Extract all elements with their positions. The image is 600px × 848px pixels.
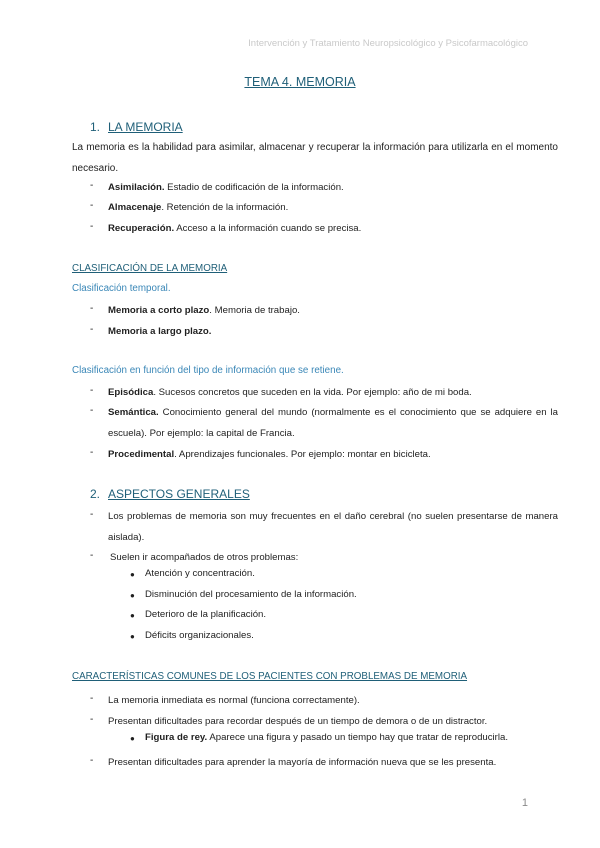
subsection-caption: Clasificación en función del tipo de información que se retiene. <box>72 365 344 376</box>
dash-bullet: - <box>90 447 94 458</box>
subsection-caption: Clasificación temporal. <box>72 283 171 294</box>
list-item: Presentan dificultades para aprender la mayoría de información nueva que se les presenta. <box>108 757 497 768</box>
bullet-dot: ● <box>130 611 135 620</box>
list-item: Almacenaje. Retención de la información. <box>108 202 289 213</box>
dash-bullet: - <box>90 180 94 191</box>
dash-bullet: - <box>90 693 94 704</box>
sub-list-item: Figura de rey. Aparece una figura y pasado un tiempo hay que tratar de reproducirla. <box>145 732 508 743</box>
bullet-dot: ● <box>130 570 135 579</box>
sub-list-item: Deterioro de la planificación. <box>145 609 267 620</box>
paragraph: La memoria es la habilidad para asimilar, almacenar y recuperar la información para utilizarla en el momento necesario. <box>72 142 558 174</box>
sub-list-item: Déficits organizacionales. <box>145 630 254 641</box>
page-number: 1 <box>521 797 528 809</box>
list-item: La memoria inmediata es normal (funciona correctamente). <box>108 695 360 706</box>
list-item: Los problemas de memoria son muy frecuentes en el daño cerebral (no suelen presentarse de manera aislada). <box>108 511 558 543</box>
dash-bullet: - <box>90 303 94 314</box>
dash-bullet: - <box>90 385 94 396</box>
list-item: Episódica. Sucesos concretos que suceden en la vida. Por ejemplo: año de mi boda. <box>108 387 472 398</box>
list-item: Recuperación. Acceso a la información cuando se precisa. <box>108 223 362 234</box>
list-item: Suelen ir acompañados de otros problemas: <box>110 552 299 563</box>
list-item: Memoria a corto plazo. Memoria de trabajo. <box>108 305 300 316</box>
dash-bullet: - <box>90 405 94 416</box>
list-item: Semántica. Conocimiento general del mundo (normalmente es el conocimiento que se adquiere en la escuela). Por ejemplo: la capital de Francia. <box>108 407 558 439</box>
document-title: TEMA 4. MEMORIA <box>244 75 356 89</box>
sub-list-item: Atención y concentración. <box>145 568 255 579</box>
section-heading: 1. LA MEMORIA <box>90 120 183 134</box>
list-item: Asimilación. Estadio de codificación de la información. <box>108 182 344 193</box>
dash-bullet: - <box>90 550 94 561</box>
subsection-heading: CARACTERÍSTICAS COMUNES DE LOS PACIENTES CON PROBLEMAS DE MEMORIA <box>72 671 468 682</box>
list-item: Presentan dificultades para recordar después de un tiempo de demora o de un distractor. <box>108 716 488 727</box>
dash-bullet: - <box>90 509 94 520</box>
dash-bullet: - <box>90 755 94 766</box>
dash-bullet: - <box>90 714 94 725</box>
list-item: Procedimental. Aprendizajes funcionales. Por ejemplo: montar en bicicleta. <box>108 449 431 460</box>
subsection-heading: CLASIFICACIÓN DE LA MEMORIA <box>72 263 228 274</box>
dash-bullet: - <box>90 324 94 335</box>
bullet-dot: ● <box>130 591 135 600</box>
dash-bullet: - <box>90 200 94 211</box>
running-header: Intervención y Tratamiento Neuropsicológico y Psicofarmacológico <box>248 38 528 49</box>
dash-bullet: - <box>90 221 94 232</box>
sub-list-item: Disminución del procesamiento de la información. <box>145 589 357 600</box>
section-heading: 2. ASPECTOS GENERALES <box>90 487 250 501</box>
bullet-dot: ● <box>130 734 135 743</box>
list-item: Memoria a largo plazo. <box>108 326 212 337</box>
bullet-dot: ● <box>130 632 135 641</box>
